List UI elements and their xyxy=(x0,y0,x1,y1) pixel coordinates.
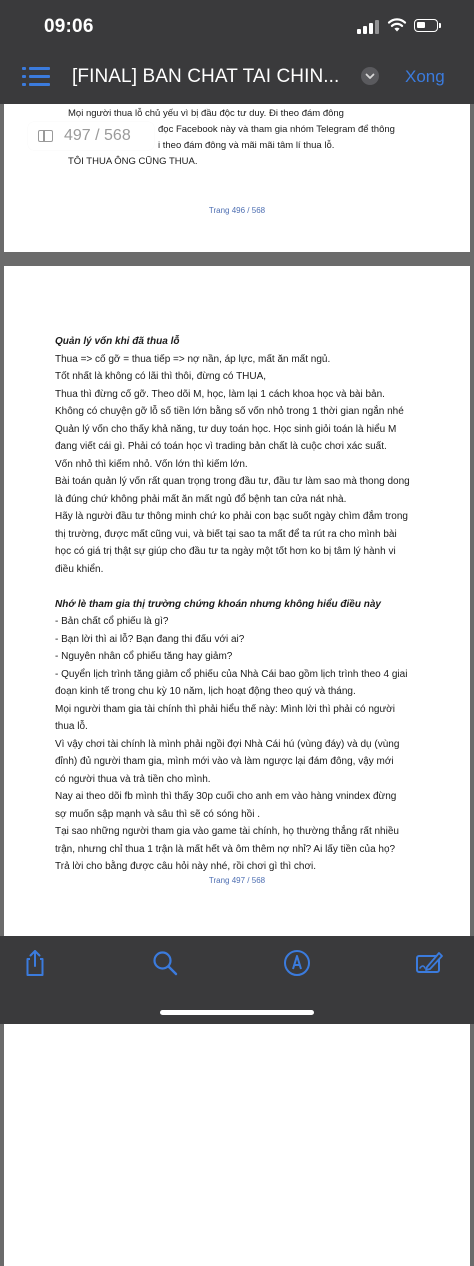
sidebar-icon xyxy=(38,130,53,142)
text-line: đỉnh) đủ người tham gia, mình mới vào và làm ngược lại đám đông, vậy mới xyxy=(55,756,394,767)
pdf-page-496[interactable] xyxy=(4,96,470,252)
text-line: Bài toán quản lý vốn rất quan trọng trong đầu tư, đầu tư làm sao mà thong dong xyxy=(55,476,410,487)
text-line: thị trường, được mất cũng vui, và biết tại sao ta mất để ta rút ra cho mình bài xyxy=(55,528,397,540)
text-line: trận, nhưng chỉ thua 1 trận là mất hết và ôm thêm nợ nhỉ? Ai lấy tiền của họ? xyxy=(55,843,396,855)
text-line: điều khiển. xyxy=(55,563,104,575)
search-icon[interactable] xyxy=(150,948,180,978)
text-line: có người thua và trả tiền cho mình. xyxy=(55,773,211,785)
annotate-icon[interactable] xyxy=(414,948,444,978)
markup-icon[interactable] xyxy=(282,948,312,978)
text-line: Thua => cố gỡ = thua tiếp => nợ nần, áp lực, mất ăn mất ngủ. xyxy=(55,353,331,365)
paragraph-2 xyxy=(55,613,427,876)
text-line: Thua thì đừng cố gỡ. Theo dõi M, học, làm lại 1 cách khoa học và bài bản. xyxy=(55,388,385,400)
text-line: đọc Facebook này và tham gia nhóm Telegram để thông xyxy=(158,124,395,135)
text-line: Trả lời cho bằng được câu hỏi này nhé, rồi chơi gì thì chơi. xyxy=(55,861,317,872)
bottom-toolbar xyxy=(0,936,474,1024)
text-line: thua lỗ. xyxy=(55,721,88,732)
text-line: Nay ai theo dõi fb mình thì thấy 30p cuối cho anh em vào hàng vnindex đừng xyxy=(55,791,397,802)
top-chrome xyxy=(0,0,474,104)
paragraph-1 xyxy=(55,351,427,579)
status-bar xyxy=(0,0,474,54)
text-line: đoạn kinh tế trong chu kỳ 10 năm, lịch hoạt động theo quý và tháng. xyxy=(55,686,356,697)
text-line: - Nguyên nhân cổ phiếu tăng hay giảm? xyxy=(55,651,233,662)
page-indicator xyxy=(28,122,154,150)
page-indicator-text: 497 / 568 xyxy=(64,127,131,144)
nav-bar xyxy=(0,54,474,102)
text-line: Quản lý vốn cho thấy khả năng, tư duy toán học. Học sinh giỏi toán là hiểu M xyxy=(55,423,397,435)
text-line: sợ muốn sập mạnh và sâu thì sẽ có sóng hồi . xyxy=(55,808,261,820)
page-number: Trang 497 / 568 xyxy=(208,876,266,885)
section-heading: Nhớ lè tham gia thị trường chứng khoán nhưng không hiểu điều này xyxy=(55,598,381,610)
wifi-icon xyxy=(387,17,407,33)
text-line: TÔI THUA ÔNG CŨNG THUA. xyxy=(68,156,198,167)
text-line: Không có chuyện gỡ lỗ số tiền lớn bằng số vốn nhỏ trong 1 thời gian ngắn nhé xyxy=(55,406,404,417)
text-line: Mọi người tham gia tài chính thì phải hiểu thế này: Mình lời thì phải có người xyxy=(55,703,395,715)
page-text xyxy=(55,333,427,876)
battery-icon xyxy=(414,19,438,32)
text-line: - Quyển lịch trình tăng giảm cổ phiếu của Nhà Cái bao gồm lịch trình theo 4 giai xyxy=(55,668,408,680)
text-line: i theo đám đông và mãi mãi tâm lí thua lỗ. xyxy=(158,140,335,151)
text-line: là đúng chứ không phải mất ăn mất ngủ đổ bệnh tan cửa nát nhà. xyxy=(55,493,347,505)
share-icon[interactable] xyxy=(20,948,50,978)
text-line: học có giá trị thật sự giúp cho đầu tư ta ngày một tốt hơn ko bị tâm lý hành vi xyxy=(55,546,396,557)
text-line: đang viết cái gì. Phải có toán học vì trading bản chất là cuộc chơi xác suất. xyxy=(55,441,387,452)
done-button[interactable]: Xong xyxy=(405,67,445,86)
chevron-down-icon[interactable] xyxy=(361,67,379,85)
home-indicator[interactable] xyxy=(160,1010,314,1015)
text-line: - Bản chất cổ phiếu là gì? xyxy=(55,616,169,627)
text-line: Tại sao những người tham gia vào game tài chính, họ thường thắng rất nhiều xyxy=(55,826,399,837)
document-title[interactable]: [FINAL] BAN CHAT TAI CHIN... xyxy=(72,66,340,87)
list-icon[interactable] xyxy=(22,64,50,88)
status-time: 09:06 xyxy=(44,16,94,37)
text-line: Vốn nhỏ thì kiếm nhỏ. Vốn lớn thì kiếm lớn. xyxy=(55,458,248,470)
cellular-signal-icon xyxy=(357,20,379,34)
text-line: Vì vậy chơi tài chính là mình phải ngồi đợi Nhà Cái hú (vùng đáy) và dụ (vùng xyxy=(55,738,400,750)
text-line: - Bạn lời thì ai lỗ? Bạn đang thi đấu với ai? xyxy=(55,633,245,645)
pdf-page-497[interactable] xyxy=(4,266,470,1266)
page-number: Trang 496 / 568 xyxy=(208,206,266,215)
section-heading: Quản lý vốn khi đã thua lỗ xyxy=(55,336,180,347)
text-line: Mọi người thua lỗ chủ yếu vì bị đầu độc tư duy. Đi theo đám đông xyxy=(68,108,344,119)
text-line: Hãy là người đầu tư thông minh chứ ko phải con bạc suốt ngày chìm đắm trong xyxy=(55,511,408,522)
text-line: Tốt nhất là không có lãi thì thôi, đừng có THUA, xyxy=(55,371,267,382)
